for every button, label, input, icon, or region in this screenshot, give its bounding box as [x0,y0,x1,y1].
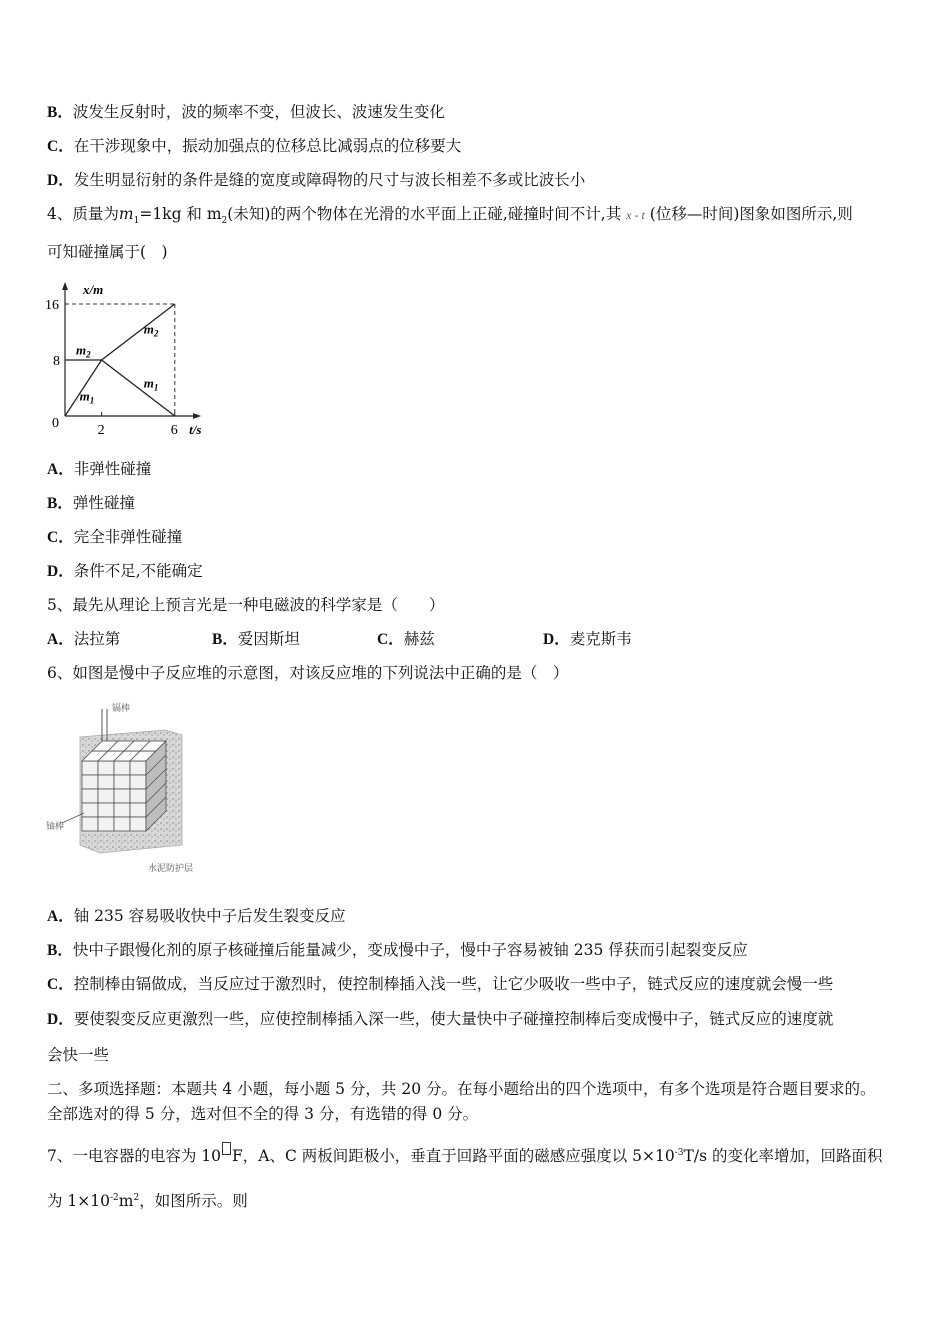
q7-text-2: F，A、C 两板间距极小，垂直于回路平面的磁感应强度以 5×10 [232,1147,675,1165]
q4-text-c: (未知)的两个物体在光滑的水平面上正碰,碰撞时间不计,其 [227,205,622,223]
x-tick-label: 6 [170,423,178,438]
option-text: 爱因斯坦 [237,630,300,648]
option-text: 弹性碰撞 [72,494,135,512]
x-axis-label: t/s [189,422,202,437]
option-c [47,136,461,157]
option-text: 非弹性碰撞 [73,460,152,478]
series-label: $m_1$ [143,375,159,393]
option-b [47,102,445,123]
series-line [102,360,175,416]
option-label: D． [47,563,74,580]
q4-text-b: =1kg 和 m [139,205,222,223]
option-label: C． [47,976,74,993]
y-axis-arrow [62,282,68,290]
series-line [102,304,175,360]
q5-option-a [47,629,120,650]
origin-label: 0 [52,416,59,431]
missing-glyph-icon [222,1142,231,1155]
label-cadmium-rod: 镉棒 [112,703,131,713]
option-label: A． [47,461,74,478]
option-text: 麦克斯韦 [569,630,632,648]
q7-line2-a: 为 1×10 [47,1192,110,1210]
option-text: 控制棒由镉做成，当反应过于激烈时，使控制棒插入浅一些，让它少吸收一些中子，链式反应的速度就会慢一些 [73,975,834,993]
q4-option-b [47,493,135,514]
option-label: C． [47,138,74,155]
option-label: D． [543,631,570,648]
q4-stem-line2: 可知碰撞属于( ) [47,243,168,261]
q7-stem-line2 [47,1191,248,1211]
q5-stem: 5、最先从理论上预言光是一种电磁波的科学家是（ ） [47,596,445,614]
option-label: D． [47,1011,74,1028]
section2-instructions: 全部选对的得 5 分，选对但不全的得 3 分，有选错的得 0 分。 [47,1105,479,1123]
x-axis-arrow [193,413,201,419]
y-tick-label: 16 [45,298,59,313]
q4-option-d [47,561,203,582]
series-label: $m_1$ [79,388,95,406]
option-label: D． [47,172,74,189]
series-label: $m_2$ [75,342,91,360]
q7-line2-c: ，如图所示。则 [139,1192,248,1210]
option-text: 波发生反射时，波的频率不变，但波长、波速发生变化 [72,103,445,121]
series-label: $m_2$ [143,321,159,339]
option-label: B． [47,495,73,512]
q7-exponent-3: 2 [133,1192,140,1203]
option-text: 在干涉现象中，振动加强点的位移总比减弱点的位移要大 [73,137,462,155]
option-label: C． [377,631,404,648]
label-uranium-rod: 铀棒 [46,821,65,831]
q4-number: 4、 [47,205,73,223]
option-label: A． [47,908,74,925]
q6-option-c [47,974,833,995]
m2-subscript: 2 [221,216,228,227]
reactor-figure [40,695,240,885]
xt-graph [40,266,230,438]
q7-text-1: 7、一电容器的电容为 10 [47,1147,222,1165]
q4-option-c [47,527,182,548]
q5-option-d [543,629,632,650]
option-text: 法拉第 [73,630,121,648]
q4-text-d: (位移—时间)图象如图所示,则 [649,205,853,223]
y-tick-label: 8 [53,354,60,369]
option-text: 完全非弹性碰撞 [73,528,183,546]
option-text: 铀 235 容易吸收快中子后发生裂变反应 [73,907,346,925]
xt-symbol: x - t [626,208,645,222]
option-text: 快中子跟慢化剂的原子核碰撞后能量减少，变成慢中子，慢中子容易被铀 235 俘获而引起裂变反应 [72,941,748,959]
x-tick-label: 2 [97,423,105,438]
q7-line2-b: m [118,1192,134,1210]
q7-exponent-2: -2 [110,1192,119,1203]
option-text: 发生明显衍射的条件是缝的宽度或障碍物的尺寸与波长相差不多或比波长小 [73,171,586,189]
q6-option-b [47,940,748,961]
m1-symbol: m [118,205,134,223]
option-text: 条件不足,不能确定 [73,562,203,580]
option-d [47,170,585,191]
m1-subscript: 1 [133,216,140,227]
section2-heading: 二、多项选择题：本题共 4 小题，每小题 5 分，共 20 分。在每小题给出的四个选项中，有多个选项是符合题目要求的。 [47,1080,876,1098]
option-label: B． [47,942,73,959]
q6-option-d-continued: 会快一些 [47,1046,110,1064]
q7-stem [47,1142,883,1166]
q7-exponent-1: -3 [674,1147,684,1158]
option-text: 要使裂变反应更激烈一些，应使控制棒插入深一些，使大量快中子碰撞控制棒后变成慢中子，链式反应的速度就 [73,1010,834,1028]
option-label: B． [212,631,238,648]
label-concrete-shield: 水泥防护层 [148,863,194,873]
option-label: B． [47,104,73,121]
option-label: C． [47,529,74,546]
fuel-block-grid [82,761,146,831]
option-label: A． [47,631,74,648]
y-axis-label: x/m [83,282,104,297]
q6-option-a [47,906,346,927]
q6-stem: 6、如图是慢中子反应堆的示意图，对该反应堆的下列说法中正确的是（ ） [47,664,569,682]
q4-option-a [47,459,151,480]
q4-text-a: 质量为 [72,205,119,223]
q6-option-d [47,1009,833,1030]
q5-option-c [377,629,435,650]
q7-text-3: T/s 的变化率增加，回路面积 [683,1147,883,1165]
q5-option-b [212,629,300,650]
q4-stem [47,204,853,225]
option-text: 赫兹 [403,630,435,648]
